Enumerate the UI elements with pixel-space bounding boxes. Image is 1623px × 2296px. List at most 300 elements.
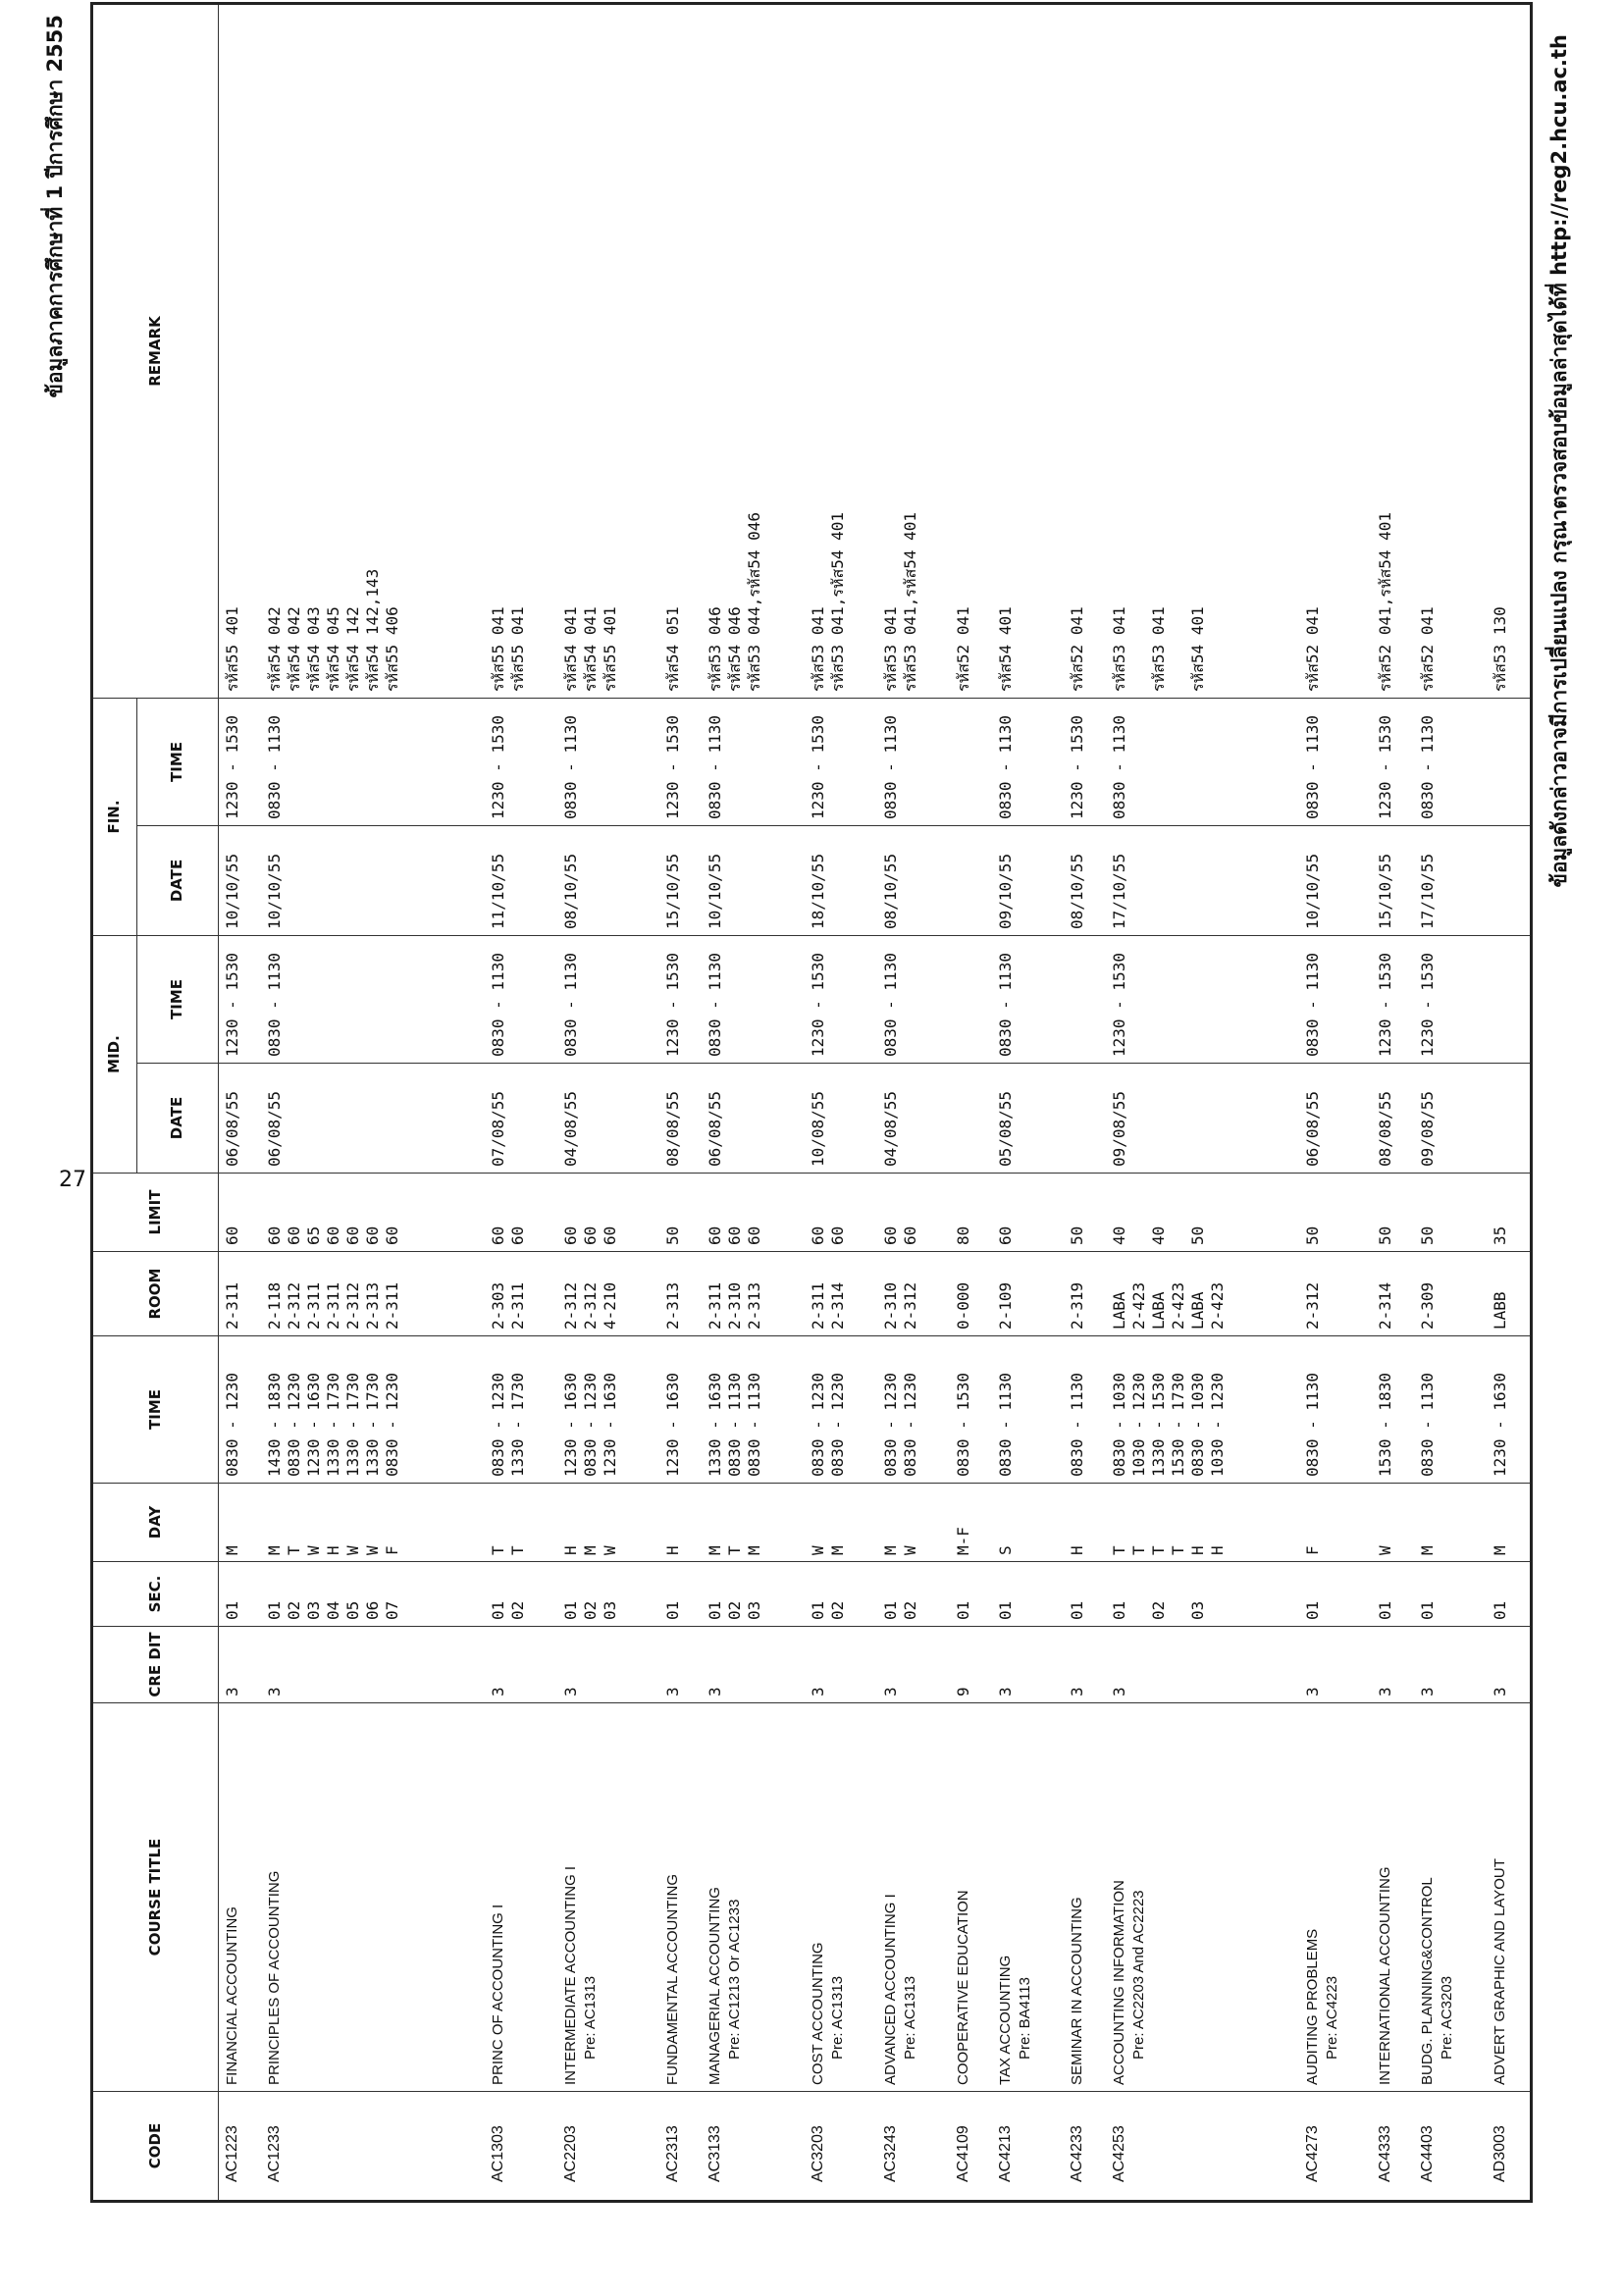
section: 01	[1068, 1600, 1087, 1620]
class-time-cell	[877, 1336, 950, 1484]
remark: รหัส54 046	[725, 606, 745, 692]
class-time: 1230 - 1630	[1491, 1373, 1509, 1477]
mid-date-cell	[557, 1064, 660, 1174]
course-code-cell	[950, 2092, 992, 2202]
course-row	[1372, 3, 1414, 2201]
page-number: 27	[59, 1168, 86, 1192]
room: 2-423	[1129, 1281, 1149, 1330]
class-time: 0830 - 1230	[285, 1373, 304, 1477]
room: 2-319	[1068, 1281, 1087, 1330]
section-cell	[1299, 1562, 1372, 1627]
limit: 60	[745, 1226, 764, 1245]
course-title: ACCOUNTING INFORMATION	[1111, 1880, 1128, 2085]
fin-date-cell	[659, 825, 702, 935]
room: 2-309	[1418, 1281, 1438, 1330]
course-code: AC3133	[707, 2125, 724, 2182]
section-cell	[485, 1562, 557, 1627]
limit	[1129, 1179, 1149, 1245]
credit: 3	[1418, 1687, 1438, 1696]
course-title: Pre: AC3203	[1439, 1975, 1456, 2060]
remark-cell	[1414, 3, 1487, 698]
fin-date-cell	[261, 825, 485, 935]
fin-date-cell	[1414, 825, 1487, 935]
course-code: AC2313	[664, 2125, 682, 2182]
fin-time-cell	[950, 698, 992, 825]
mid-time: 0830 - 1130	[995, 953, 1015, 1057]
limit-cell	[557, 1174, 660, 1252]
course-row	[219, 3, 262, 2201]
credit: 3	[488, 1687, 507, 1696]
limit-cell	[805, 1174, 877, 1252]
credit: 3	[663, 1687, 683, 1696]
day: M	[880, 1545, 900, 1555]
room-cell	[702, 1252, 805, 1336]
course-code-cell	[261, 2092, 485, 2202]
limit: 65	[304, 1226, 324, 1245]
fin-time: 0830 - 1130	[880, 715, 900, 819]
mid-time: 1230 - 1530	[1110, 953, 1129, 1057]
day-cell	[1106, 1484, 1299, 1562]
section: 01	[808, 1600, 827, 1620]
credit-cell	[950, 1627, 992, 1703]
fin-time-cell	[485, 698, 557, 825]
room-cell	[877, 1252, 950, 1336]
section: 01	[953, 1600, 972, 1620]
remark-cell	[702, 3, 805, 698]
course-row	[805, 3, 877, 2201]
limit	[1169, 1179, 1188, 1245]
section-cell	[1372, 1562, 1414, 1627]
day-cell	[557, 1484, 660, 1562]
mid-time: 0830 - 1130	[488, 953, 507, 1057]
class-time-cell	[557, 1336, 660, 1484]
course-code: AC3203	[809, 2125, 826, 2182]
class-time: 0830 - 1230	[880, 1373, 900, 1477]
remark: รหัส55 041	[488, 606, 507, 692]
remark: รหัส52 041	[1068, 606, 1087, 692]
col-header-credit: CRE DIT	[92, 1627, 219, 1703]
course-title-cell	[485, 1703, 557, 2092]
fin-time: 0830 - 1130	[995, 715, 1015, 819]
course-rows	[219, 3, 1532, 2201]
day: H	[560, 1545, 580, 1555]
remark: รหัส54 142	[343, 606, 363, 692]
day: M	[745, 1545, 764, 1555]
col-header-room: ROOM	[92, 1252, 219, 1336]
section-cell	[557, 1562, 660, 1627]
fin-date: 08/10/55	[880, 853, 900, 929]
limit: 50	[1418, 1226, 1438, 1245]
mid-date-cell	[992, 1064, 1065, 1174]
day: M	[706, 1545, 725, 1555]
section: 02	[1149, 1600, 1169, 1620]
day: M	[265, 1545, 285, 1555]
course-title: PRINC OF ACCOUNTING I	[489, 1904, 506, 2085]
mid-time: 0830 - 1130	[1303, 953, 1323, 1057]
fin-time-cell	[877, 698, 950, 825]
room: 2-311	[383, 1281, 402, 1330]
fin-time-cell	[219, 698, 262, 825]
course-title-cell	[219, 1703, 262, 2092]
remark: รหัส52 041	[1303, 606, 1323, 692]
mid-date-cell	[261, 1064, 485, 1174]
limit: 50	[663, 1226, 683, 1245]
remark: รหัส53 041	[808, 606, 827, 692]
mid-date: 05/08/55	[995, 1090, 1015, 1167]
course-title-cell	[950, 1703, 992, 2092]
section	[1129, 1568, 1149, 1620]
day-cell	[1299, 1484, 1372, 1562]
section-cell	[261, 1562, 485, 1627]
mid-date: 06/08/55	[1303, 1090, 1323, 1167]
remark: รหัส53 130	[1491, 606, 1509, 692]
limit: 60	[343, 1226, 363, 1245]
course-code: AC4213	[996, 2125, 1014, 2182]
limit: 60	[223, 1226, 241, 1245]
room: 2-312	[580, 1281, 600, 1330]
remark-cell	[1372, 3, 1414, 698]
course-row	[1487, 3, 1532, 2201]
mid-date: 10/08/55	[808, 1090, 827, 1167]
fin-time: 1230 - 1530	[488, 715, 507, 819]
section: 06	[363, 1600, 383, 1620]
credit: 3	[1068, 1687, 1087, 1696]
course-row	[659, 3, 702, 2201]
remark	[1169, 11, 1188, 692]
section: 05	[343, 1600, 363, 1620]
course-code-cell	[1414, 2092, 1487, 2202]
remark-cell	[1487, 3, 1532, 698]
course-code: AC3243	[881, 2125, 899, 2182]
credit-cell	[1372, 1627, 1414, 1703]
section: 03	[304, 1600, 324, 1620]
mid-time-cell	[992, 935, 1065, 1063]
section: 02	[507, 1600, 527, 1620]
day: T	[285, 1545, 304, 1555]
course-row	[261, 3, 485, 2201]
limit-cell	[1106, 1174, 1299, 1252]
mid-time: 0830 - 1130	[880, 953, 900, 1057]
room: 2-118	[265, 1281, 285, 1330]
remark: รหัส54 041	[580, 606, 600, 692]
fin-time-cell	[1414, 698, 1487, 825]
course-code-cell	[557, 2092, 660, 2202]
day: H	[1068, 1545, 1087, 1555]
course-code-cell	[485, 2092, 557, 2202]
day: W	[343, 1545, 363, 1555]
mid-date-cell	[702, 1064, 805, 1174]
fin-date-cell	[805, 825, 877, 935]
limit: 60	[507, 1226, 527, 1245]
fin-date-cell	[950, 825, 992, 935]
day: W	[900, 1545, 919, 1555]
fin-time: 0830 - 1130	[1418, 715, 1438, 819]
fin-date-cell	[702, 825, 805, 935]
limit	[1208, 1179, 1228, 1245]
mid-time: 1230 - 1530	[1418, 953, 1438, 1057]
day-cell	[877, 1484, 950, 1562]
class-time-cell	[261, 1336, 485, 1484]
mid-time-cell	[1487, 935, 1532, 1063]
limit-cell	[485, 1174, 557, 1252]
remark-cell	[992, 3, 1065, 698]
limit-cell	[219, 1174, 262, 1252]
section: 01	[663, 1600, 683, 1620]
remark: รหัส53 041	[1110, 606, 1129, 692]
course-title-cell	[1299, 1703, 1372, 2092]
day-cell	[261, 1484, 485, 1562]
remark: รหัส53 041,รหัส54 401	[900, 511, 919, 692]
day: T	[1169, 1545, 1188, 1555]
room: 2-303	[488, 1281, 507, 1330]
room-cell	[659, 1252, 702, 1336]
section: 02	[285, 1600, 304, 1620]
mid-date: 04/08/55	[880, 1090, 900, 1167]
limit-cell	[261, 1174, 485, 1252]
section	[1208, 1568, 1228, 1620]
fin-date: 10/10/55	[223, 853, 241, 929]
day-cell	[659, 1484, 702, 1562]
fin-time-cell	[261, 698, 485, 825]
room: 2-310	[880, 1281, 900, 1330]
day: F	[383, 1545, 402, 1555]
day: M	[1491, 1545, 1509, 1555]
section: 01	[1491, 1600, 1509, 1620]
day: M	[827, 1545, 847, 1555]
mid-date: 09/08/55	[1418, 1090, 1438, 1167]
mid-date: 06/08/55	[223, 1090, 241, 1167]
credit: 3	[1491, 1687, 1509, 1696]
course-code: AC4333	[1377, 2125, 1394, 2182]
credit-cell	[1106, 1627, 1299, 1703]
class-time: 1330 - 1730	[343, 1373, 363, 1477]
mid-time-cell	[1064, 935, 1106, 1063]
room-cell	[1487, 1252, 1532, 1336]
section: 01	[1110, 1600, 1129, 1620]
remark: รหัส55 401	[600, 606, 619, 692]
mid-time-cell	[485, 935, 557, 1063]
room-cell	[219, 1252, 262, 1336]
section: 01	[880, 1600, 900, 1620]
fin-time-cell	[1064, 698, 1106, 825]
course-title: MANAGERIAL ACCOUNTING	[707, 1887, 724, 2085]
course-title: INTERNATIONAL ACCOUNTING	[1377, 1866, 1394, 2085]
remark: รหัส53 041,รหัส54 401	[827, 511, 847, 692]
room: LABA	[1149, 1291, 1169, 1330]
class-time-cell	[1372, 1336, 1414, 1484]
mid-time-cell	[702, 935, 805, 1063]
credit-cell	[1414, 1627, 1487, 1703]
remark: รหัส54 042	[285, 606, 304, 692]
credit: 3	[706, 1687, 725, 1696]
mid-date-cell	[950, 1064, 992, 1174]
room: 2-312	[343, 1281, 363, 1330]
section-cell	[1064, 1562, 1106, 1627]
fin-date: 08/10/55	[560, 853, 580, 929]
day: H	[1188, 1545, 1208, 1555]
day: H	[1208, 1545, 1228, 1555]
room-cell	[261, 1252, 485, 1336]
mid-time-cell	[877, 935, 950, 1063]
day: T	[1129, 1545, 1149, 1555]
course-code: AC1223	[224, 2125, 240, 2182]
course-title-cell	[805, 1703, 877, 2092]
course-code-cell	[659, 2092, 702, 2202]
fin-date-cell	[219, 825, 262, 935]
section: 02	[827, 1600, 847, 1620]
course-code: AC4253	[1111, 2125, 1128, 2182]
day-cell	[1487, 1484, 1532, 1562]
course-title-cell	[1064, 1703, 1106, 2092]
day-cell	[702, 1484, 805, 1562]
course-title: Pre: AC2203 And AC2223	[1130, 1890, 1148, 2060]
course-row	[950, 3, 992, 2201]
limit: 40	[1149, 1226, 1169, 1245]
fin-time: 0830 - 1130	[1303, 715, 1323, 819]
class-time: 1530 - 1830	[1376, 1373, 1395, 1477]
limit-cell	[1487, 1174, 1532, 1252]
room: 2-314	[827, 1281, 847, 1330]
room-cell	[485, 1252, 557, 1336]
limit: 60	[725, 1226, 745, 1245]
course-title: Pre: AC1313	[581, 1975, 599, 2060]
course-code: AC4109	[954, 2125, 971, 2182]
section: 01	[1303, 1600, 1323, 1620]
course-title: FUNDAMENTAL ACCOUNTING	[664, 1873, 682, 2085]
mid-date-cell	[1372, 1064, 1414, 1174]
mid-date-cell	[1299, 1064, 1372, 1174]
credit-cell	[1064, 1627, 1106, 1703]
room: 2-109	[995, 1281, 1015, 1330]
day: F	[1303, 1545, 1323, 1555]
day: W	[363, 1545, 383, 1555]
course-row	[1299, 3, 1372, 2201]
limit: 60	[808, 1226, 827, 1245]
day-cell	[1064, 1484, 1106, 1562]
class-time: 1230 - 1630	[600, 1373, 619, 1477]
course-title-cell	[557, 1703, 660, 2092]
mid-time-cell	[805, 935, 877, 1063]
remark-cell	[1106, 3, 1299, 698]
fin-time-cell	[992, 698, 1065, 825]
col-header-remark: REMARK	[92, 3, 219, 698]
limit: 60	[880, 1226, 900, 1245]
course-title: SEMINAR IN ACCOUNTING	[1069, 1897, 1086, 2085]
course-code: AC1303	[489, 2125, 506, 2182]
credit: 3	[808, 1687, 827, 1696]
remark-cell	[805, 3, 877, 698]
col-header-time: TIME	[92, 1336, 219, 1484]
mid-time: 0830 - 1130	[265, 953, 285, 1057]
room-cell	[950, 1252, 992, 1336]
section: 03	[1188, 1600, 1208, 1620]
day: T	[507, 1545, 527, 1555]
room: 2-312	[900, 1281, 919, 1330]
course-title-cell	[1106, 1703, 1299, 2092]
room: 2-313	[363, 1281, 383, 1330]
section-cell	[1106, 1562, 1299, 1627]
room-cell	[992, 1252, 1065, 1336]
course-row	[485, 3, 557, 2201]
course-code-cell	[805, 2092, 877, 2202]
remark: รหัส52 041	[1418, 606, 1438, 692]
room: 2-314	[1376, 1281, 1395, 1330]
remark-cell	[557, 3, 660, 698]
day: W	[808, 1545, 827, 1555]
remark	[1129, 11, 1149, 692]
fin-time-cell	[1106, 698, 1299, 825]
course-row	[1106, 3, 1299, 2201]
section: 02	[900, 1600, 919, 1620]
class-time: 1230 - 1630	[663, 1373, 683, 1477]
course-schedule-table	[90, 2, 1533, 2203]
mid-time-cell	[1299, 935, 1372, 1063]
section-cell	[877, 1562, 950, 1627]
fin-date-cell	[1299, 825, 1372, 935]
col-header-fin-date: DATE	[137, 825, 219, 935]
course-title-cell	[1414, 1703, 1487, 2092]
fin-date-cell	[1372, 825, 1414, 935]
mid-date-cell	[877, 1064, 950, 1174]
class-time: 0830 - 1130	[995, 1373, 1015, 1477]
fin-date-cell	[1064, 825, 1106, 935]
mid-date: 07/08/55	[488, 1090, 507, 1167]
fin-date-cell	[1487, 825, 1532, 935]
remark: รหัส54 142,143	[363, 568, 383, 692]
credit-cell	[557, 1627, 660, 1703]
room: 2-311	[706, 1281, 725, 1330]
col-header-course-title: COURSE TITLE	[92, 1703, 219, 2092]
remark: รหัส54 043	[304, 606, 324, 692]
room: 2-423	[1208, 1281, 1228, 1330]
mid-time-cell	[1414, 935, 1487, 1063]
limit: 35	[1491, 1226, 1509, 1245]
limit: 60	[363, 1226, 383, 1245]
room: LABB	[1491, 1291, 1509, 1330]
footer-note: ข้อมูลดังกล่าวอาจมีการเปลี่ยนแปลง กรุณาตรวจสอบข้อมูลล่าสุดได้ที่ http://reg2.hcu.ac.th	[1547, 34, 1571, 888]
credit-cell	[261, 1627, 485, 1703]
fin-date: 11/10/55	[488, 853, 507, 929]
mid-date-cell	[1064, 1064, 1106, 1174]
day-cell	[219, 1484, 262, 1562]
day-cell	[805, 1484, 877, 1562]
limit-cell	[1299, 1174, 1372, 1252]
course-title: ADVERT GRAPHIC AND LAYOUT	[1492, 1858, 1508, 2085]
class-time: 1330 - 1730	[507, 1373, 527, 1477]
class-time-cell	[1487, 1336, 1532, 1484]
course-title: COST ACCOUNTING	[809, 1942, 826, 2085]
fin-time: 1230 - 1530	[663, 715, 683, 819]
day: T	[1149, 1545, 1169, 1555]
limit: 60	[265, 1226, 285, 1245]
mid-time-cell	[219, 935, 262, 1063]
day: M	[580, 1545, 600, 1555]
class-time: 0830 - 1230	[223, 1373, 241, 1477]
credit-cell	[805, 1627, 877, 1703]
limit: 60	[383, 1226, 402, 1245]
class-time: 0830 - 1130	[745, 1373, 764, 1477]
col-header-day: DAY	[92, 1484, 219, 1562]
section: 04	[324, 1600, 343, 1620]
credit: 3	[1110, 1687, 1129, 1696]
limit: 50	[1303, 1226, 1323, 1245]
fin-time: 1230 - 1530	[808, 715, 827, 819]
col-header-sec: SEC.	[92, 1562, 219, 1627]
remark: รหัส55 041	[507, 606, 527, 692]
room-cell	[557, 1252, 660, 1336]
limit: 50	[1188, 1226, 1208, 1245]
day-cell	[950, 1484, 992, 1562]
